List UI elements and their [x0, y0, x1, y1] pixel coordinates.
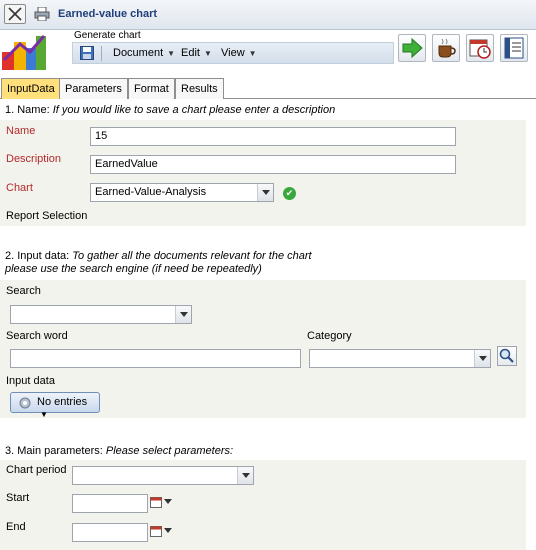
name-label: Name [6, 125, 36, 137]
menu-document[interactable] [113, 47, 175, 59]
chart-select[interactable] [90, 183, 274, 202]
chart-period-label: Chart period [6, 464, 67, 476]
chart-label: Chart [6, 182, 33, 194]
search-button[interactable] [497, 346, 517, 366]
no-entries-label: No entries [37, 396, 88, 408]
print-icon[interactable] [34, 7, 50, 21]
window-title: Earned-value chart [58, 8, 158, 20]
section-hint: If you would like to save a chart please enter a description [52, 104, 336, 116]
end-date-picker[interactable] [72, 523, 180, 543]
save-icon[interactable] [80, 46, 94, 60]
tab-strip [0, 77, 536, 99]
chevron-down-icon[interactable] [164, 528, 172, 533]
start-date-picker[interactable] [72, 494, 180, 514]
section-hint: Please select parameters: [105, 445, 234, 457]
description-label: Description [6, 153, 62, 165]
coffee-cup-icon [433, 35, 459, 61]
description-input[interactable]: EarnedValue [90, 155, 456, 174]
chart-logo-icon [0, 30, 48, 74]
name-panel [0, 120, 526, 226]
tab-format[interactable]: Format [128, 78, 175, 99]
coffee-button[interactable] [432, 34, 460, 62]
check-icon: ✔ [283, 187, 296, 200]
start-date-input[interactable] [72, 494, 148, 513]
chevron-down-icon: ▼ [203, 49, 212, 58]
chevron-down-icon: ▼ [40, 410, 48, 419]
main-toolbar [0, 30, 536, 75]
search-select[interactable] [10, 305, 192, 324]
name-input[interactable]: 15 [90, 127, 456, 146]
tab-inputdata[interactable]: InputData [1, 78, 61, 99]
search-word-label: Search word [6, 330, 68, 342]
menu-separator [101, 46, 102, 61]
chevron-down-icon[interactable] [474, 350, 490, 367]
calendar-icon[interactable] [150, 525, 162, 537]
search-label: Search [6, 285, 41, 297]
category-label: Category [307, 330, 352, 342]
list-icon [501, 35, 527, 61]
category-select[interactable] [309, 349, 491, 368]
search-word-input[interactable] [10, 349, 301, 368]
report-selection-label: Report Selection [6, 210, 88, 222]
title-bar [0, 0, 536, 30]
chevron-down-icon: ▼ [248, 49, 257, 58]
chart-select-value: Earned-Value-Analysis [95, 186, 207, 198]
calendar-clock-icon [467, 35, 493, 61]
no-entries-button[interactable] [10, 392, 100, 419]
section-number: 3. Main parameters: [5, 445, 103, 457]
chevron-down-icon: ▼ [167, 49, 176, 58]
chevron-down-icon[interactable] [175, 306, 191, 323]
menu-document-label: Document [113, 47, 164, 59]
green-arrow-icon [399, 35, 425, 61]
parameters-panel [0, 460, 526, 550]
tab-parameters[interactable]: Parameters [59, 78, 128, 99]
calendar-icon[interactable] [150, 496, 162, 508]
menu-edit-label: Edit [181, 47, 200, 59]
end-label: End [6, 521, 26, 533]
section-number: 2. Input data: [5, 250, 70, 262]
section-hint-line2: please use the search engine (if need be repeatedly) [5, 263, 262, 275]
close-icon [5, 5, 25, 23]
menu-view-label: View [221, 47, 245, 59]
list-view-button[interactable] [500, 34, 528, 62]
menu-edit[interactable] [181, 47, 212, 59]
section-input-heading [0, 250, 536, 276]
chart-period-select[interactable] [72, 466, 254, 485]
section-params-heading [0, 445, 536, 458]
chevron-down-icon[interactable] [237, 467, 253, 484]
section-name-heading [0, 104, 536, 117]
gear-icon [17, 395, 33, 411]
schedule-button[interactable] [466, 34, 494, 62]
end-date-input[interactable] [72, 523, 148, 542]
section-number: 1. Name: [5, 104, 50, 116]
menu-bar [72, 42, 394, 64]
start-label: Start [6, 492, 30, 504]
section-hint-line1: To gather all the documents relevant for the chart [72, 250, 312, 262]
run-button[interactable] [398, 34, 426, 62]
chevron-down-icon[interactable] [257, 184, 273, 201]
tab-results[interactable]: Results [175, 78, 224, 99]
chevron-down-icon[interactable] [164, 499, 172, 504]
close-window-button[interactable] [4, 4, 26, 24]
menu-view[interactable] [221, 47, 257, 59]
generate-chart-label: Generate chart [74, 30, 141, 41]
input-data-label: Input data [6, 375, 55, 387]
input-data-panel [0, 280, 526, 418]
magnifier-icon [498, 347, 516, 365]
